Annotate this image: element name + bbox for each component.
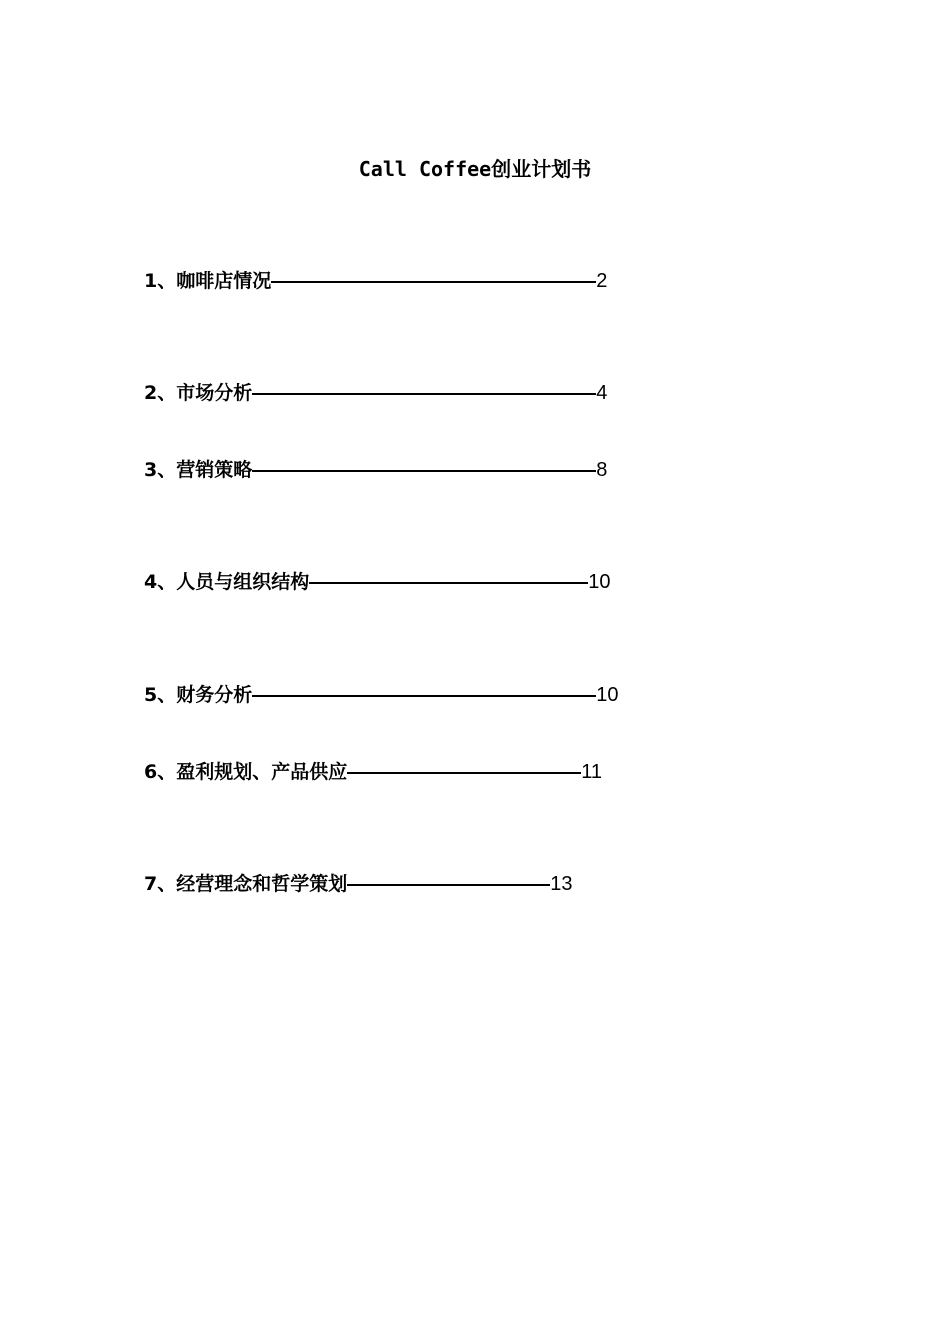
toc-entry-label: 市场分析 [176,382,253,404]
toc-entry-label: 咖啡店情况 [176,270,272,292]
toc-entry-label: 财务分析 [176,684,253,706]
toc-leader-line [252,393,596,395]
toc-entry-number: 1、 [144,270,177,292]
toc-entry-number: 2、 [144,382,177,404]
document-title: Call Coffee创业计划书 [358,157,592,181]
toc-entry-7 [144,869,573,899]
toc-leader-line [347,772,581,774]
toc-entry-page: 8 [596,459,608,481]
toc-entry-number: 6、 [144,761,177,783]
toc-entry-number: 4、 [144,571,177,593]
toc-entry-label: 盈利规划、产品供应 [176,761,348,783]
toc-entry-page: 4 [596,382,608,404]
toc-entry-6 [144,757,602,787]
toc-entry-number: 5、 [144,684,177,706]
toc-entry-page: 10 [588,571,611,593]
toc-entry-number: 7、 [144,873,177,895]
toc-entry-page: 2 [596,270,608,292]
toc-entry-number: 3、 [144,459,177,481]
toc-leader-line [252,470,596,472]
toc-leader-line [309,582,588,584]
toc-entry-1 [144,266,607,296]
toc-leader-line [252,695,596,697]
toc-entry-label: 营销策略 [176,459,253,481]
toc-entry-4 [144,567,611,597]
toc-entry-3 [144,455,607,485]
toc-leader-line [347,884,550,886]
toc-entry-label: 人员与组织结构 [176,571,310,593]
toc-entry-5 [144,680,619,710]
toc-entry-2 [144,378,607,408]
toc-leader-line [271,281,596,283]
toc-entry-page: 13 [550,873,573,895]
toc-entry-page: 10 [596,684,619,706]
toc-entry-label: 经营理念和哲学策划 [176,873,348,895]
toc-entry-page: 11 [581,761,603,783]
